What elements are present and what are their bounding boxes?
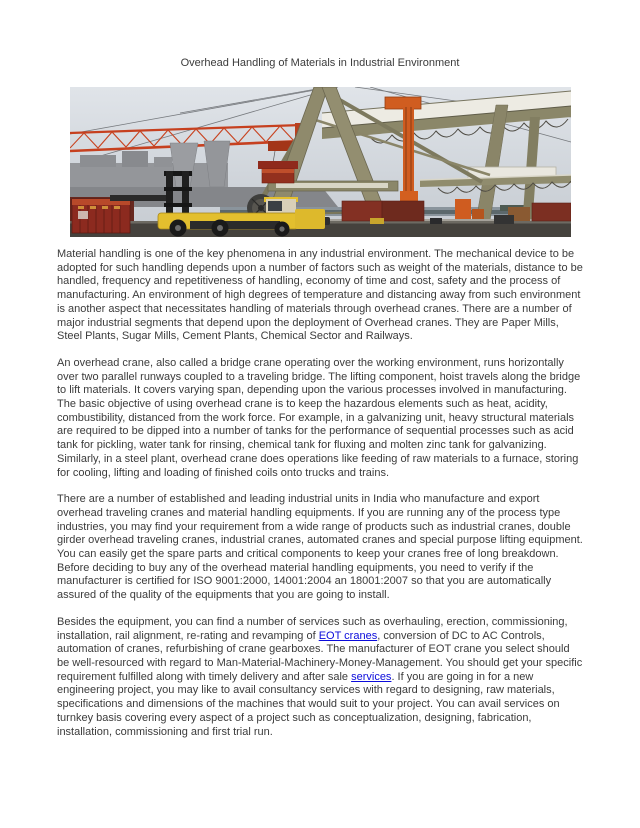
photo-red-spreader <box>258 161 298 183</box>
photo-red-container <box>72 199 130 233</box>
page-title: Overhead Handling of Materials in Industrial Environment <box>180 57 460 69</box>
paragraph-text: There are a number of established and leading industrial units in India who manufacture and export overhead traveling cranes and material handling equipments. If you are running any of the process type industries, you may find your requirement from a wide range of products such as industrial cranes, double girder overhead traveling cranes, industrial cranes, automated cranes and special purpose lifting equipment. You can easily get the spare parts and critical components to keep your cranes free of long breakdown. Before deciding to buy any of the overhead material handling equipments, you need to verify if the manufacturer is certified for ISO 9001:2000, 14001:2004 an 18001:2007 so that you are automatically assured of the quality of the equipments that you are going to install. <box>57 493 583 602</box>
paragraph-text: Besides the equipment, you can find a number of services such as overhauling, erection, commissioning, installation, rail alignment, re-rating and revamping of <box>57 615 568 642</box>
paragraph-3 <box>57 493 583 603</box>
services-link[interactable]: services <box>351 670 392 683</box>
paragraph-2 <box>57 357 583 480</box>
paragraph-text: . If you are going in for a new engineering project, you may like to avail consultancy services with regard to designing, raw materials, specifications and dimensions of the machines that would suit to your project. You can avail services on turnkey basis covering every aspect of a project such as conceptualization, designing, fabrication, installation, commissioning and first trial run. <box>57 670 560 738</box>
paragraph-4 <box>57 616 583 739</box>
paragraph-text: An overhead crane, also called a bridge crane operating over the working environment, runs horizontally over two parallel runways coupled to a traveling bridge. The lifting component, hoist travels along the bridge to lift materials. It covers varying span, depending upon the various processes involved in manufacturing. The basic objective of using overhead crane is to keep the hazardous elements such as heat, acidity, combustibility, distanced from the work force. For example, in a galvanizing unit, heavy structural materials are required to be dipped into a number of tanks for the performance of sequential processes such as acid tank for pickling, water tank for rinsing, chemical tank for fluxing and molten zinc tank for galvanizing. Similarly, in a steel plant, overhead crane does operations like feeding of raw materials to a furnace, storing for cooling, lifting and loading of finished coils onto trucks and trains. <box>57 356 581 479</box>
paragraph-1 <box>57 248 583 344</box>
paragraph-text: , conversion of DC to AC Controls, automation of cranes, refurbishing of crane gearboxes. The manufacturer of EOT crane you select should be well-resourced with regard to Man-Material-Machinery-Money-Management. You should get your specific requirement fulfilled along with timely delivery and after sale <box>57 629 583 683</box>
photo-illustration <box>70 87 571 237</box>
paragraph-text: Material handling is one of the key phenomena in any industrial environment. The mechanical device to be adopted for such handling depends upon a number of factors such as weight of the materials, distance to be handled, frequency and repetitiveness of handling, economy of time and cost, safety and the process of manufacturing. An environment of high degrees of temperature and distancing away from such environment is another aspect that necessitates handling of materials through overhead cranes. There are a number of major industrial segments that depend upon the deployment of Overhead cranes. They are Paper Mills, Steel Plants, Sugar Mills, Cement Plants, Chemical Sector and Railways. <box>57 248 583 343</box>
industrial-cranes-photo <box>70 87 571 237</box>
eot-cranes-link[interactable]: EOT cranes <box>318 629 378 642</box>
